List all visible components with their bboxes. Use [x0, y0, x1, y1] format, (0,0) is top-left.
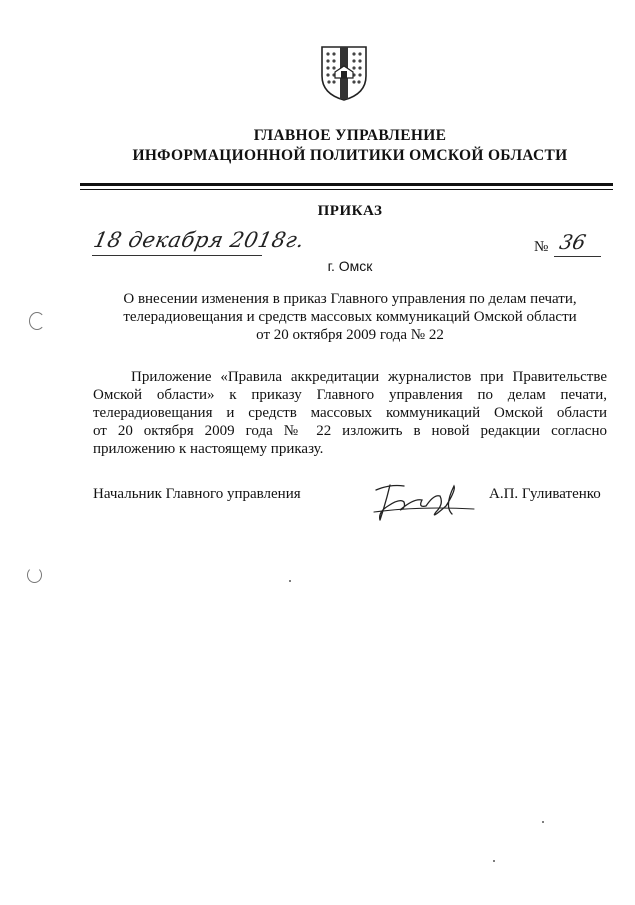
organization-name-line1: ГЛАВНОЕ УПРАВЛЕНИЕ: [253, 127, 447, 144]
header-divider-thin: [80, 189, 613, 190]
punch-hole-mark: [27, 567, 42, 583]
order-subject: [80, 290, 620, 344]
handwritten-document-number: 36: [557, 230, 589, 254]
order-body: [93, 368, 607, 458]
handwritten-date: 18 декабря 2018г.: [91, 228, 307, 252]
signatory-title: Начальник Главного управления: [93, 486, 301, 502]
number-underline: [554, 256, 601, 257]
punch-hole-mark: [29, 312, 45, 330]
header-divider-thick: [80, 183, 613, 186]
subject-line: от 20 октября 2009 года № 22: [256, 327, 444, 343]
city-name: г. Омск: [327, 258, 373, 274]
organization-name-line2: ИНФОРМАЦИОННОЙ ПОЛИТИКИ ОМСКОЙ ОБЛАСТИ: [132, 147, 568, 164]
body-line: от 20 октября 2009 года № 22 изложить в новой редакции согласно: [93, 423, 607, 439]
scan-speck: [289, 580, 291, 582]
number-sign: №: [534, 239, 549, 255]
signatory-name: А.П. Гуливатенко: [489, 486, 601, 502]
handwritten-signature: [370, 476, 478, 524]
scan-speck: [493, 860, 495, 862]
body-line: телерадиовещания и средств массовых коммуникаций Омской области: [93, 405, 607, 421]
coat-of-arms-icon: [319, 44, 369, 102]
body-line: Приложение «Правила аккредитации журналистов при Правительстве: [131, 369, 607, 385]
date-underline: [92, 255, 262, 256]
body-line: Омской области» к приказу Главного управления по делам печати,: [93, 387, 607, 403]
document-type-title: ПРИКАЗ: [317, 203, 383, 219]
subject-line: телерадиовещания и средств массовых коммуникаций Омской области: [123, 309, 577, 325]
body-line: приложению к настоящему приказу.: [93, 441, 324, 457]
scan-speck: [542, 821, 544, 823]
subject-line: О внесении изменения в приказ Главного управления по делам печати,: [123, 291, 577, 307]
